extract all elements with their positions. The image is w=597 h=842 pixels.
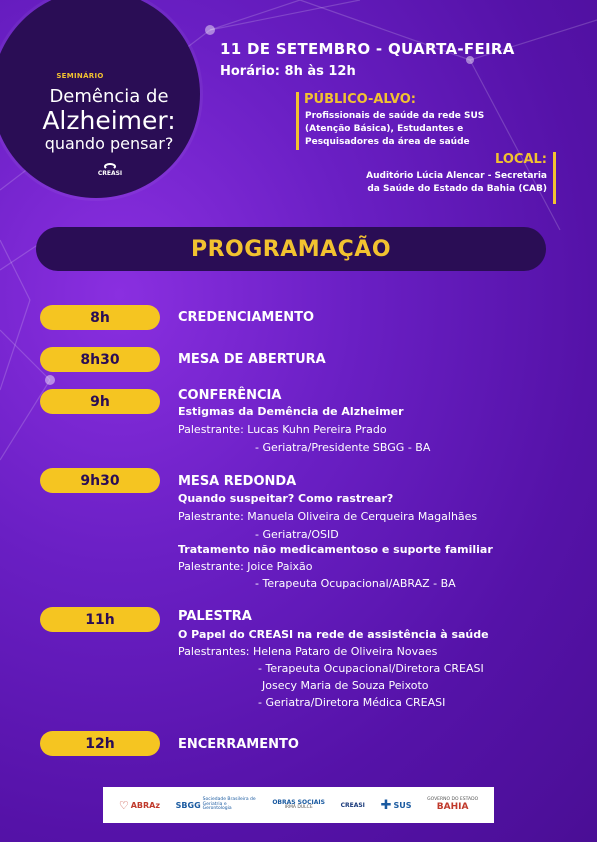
event-title [24,88,194,152]
audience-text [305,110,545,149]
slot-title: CREDENCIAMENTO [178,310,315,325]
audience-line: Pesquisadores da área de saúde [305,137,470,148]
time-pill: 11h [40,607,160,632]
speaker-line: Josecy Maria de Souza Peixoto [262,679,429,692]
speaker-role: - Geriatra/OSID [255,528,339,541]
creasi-footer-text: CREASI [340,801,365,809]
osid-subtitle: IRMÃ DULCE [284,805,313,811]
creasi-swirl-icon [104,163,116,170]
bahia-logo [427,798,478,813]
time-pill: 9h30 [40,468,160,493]
osid-logo-text: OBRAS SOCIAIS [272,799,325,807]
heart-icon: ♡ [118,798,129,812]
osid-logo [272,799,325,811]
speaker-line: Palestrante: Joice Paixão [178,560,313,573]
creasi-footer-logo [341,802,365,809]
speaker-role: - Terapeuta Ocupacional/ABRAZ - BA [255,577,456,590]
time-pill: 12h [40,731,160,756]
slot-title: MESA DE ABERTURA [178,352,326,367]
speaker-line: Palestrante: Manuela Oliveira de Cerqueira Magalhães [178,510,478,523]
bahia-logo-text: BAHIA [436,802,469,813]
audience-line: Profissionais de saúde da rede SUS [305,111,485,121]
event-hours: Horário: 8h às 12h [220,64,356,79]
audience-accent-bar [296,92,299,150]
speaker-role: - Terapeuta Ocupacional/Diretora CREASI [258,662,484,675]
time-pill: 8h30 [40,347,160,372]
event-date: 11 DE SETEMBRO - QUARTA-FEIRA [220,40,515,58]
bahia-top-text: GOVERNO DO ESTADO [427,796,479,802]
time-pill: 9h [40,389,160,414]
title-line-1: Demência de [49,86,169,107]
abraz-logo-text: ABRAz [130,800,160,810]
sbgg-logo [176,798,257,813]
talk-topic: Estigmas da Demência de Alzheimer [178,405,404,418]
time-pill: 8h [40,305,160,330]
audience-line: (Atenção Básica), Estudantes e [305,124,464,135]
title-line-2: Alzheimer: [42,106,176,135]
location-text [307,170,547,196]
seminar-label: SEMINÁRIO [56,72,104,80]
sponsor-logos-bar [103,787,494,823]
speaker-role: - Geriatra/Diretora Médica CREASI [258,696,446,709]
speaker-line: Palestrantes: Helena Pataro de Oliveira Novaes [178,645,438,658]
location-line: da Saúde do Estado da Bahia (CAB) [367,184,547,195]
slot-title: PALESTRA [178,609,252,624]
speaker-role: - Geriatra/Presidente SBGG - BA [255,441,431,454]
location-line: Auditório Lúcia Alencar - Secretaria [366,171,547,181]
talk-topic: Tratamento não medicamentoso e suporte familiar [178,543,493,556]
abraz-logo [119,799,160,812]
slot-title: CONFERÊNCIA [178,388,282,403]
creasi-logo-text: CREASI [97,170,123,177]
speaker-line: Palestrante: Lucas Kuhn Pereira Prado [178,423,387,436]
location-title: LOCAL: [495,152,547,167]
talk-topic: Quando suspeitar? Como rastrear? [178,492,394,505]
sus-cross-icon: ✚ [380,797,392,813]
location-accent-bar [553,152,556,204]
title-line-3: quando pensar? [44,134,174,153]
sus-logo [381,798,412,813]
slot-title: ENCERRAMENTO [178,737,299,752]
programacao-banner: PROGRAMAÇÃO [36,227,546,271]
sbgg-subtitle: Sociedade Brasileira de Geriatria e Gerontologia [202,796,256,812]
talk-topic: O Papel do CREASI na rede de assistência à saúde [178,628,489,641]
sus-logo-text: SUS [393,800,412,810]
audience-title: PÚBLICO-ALVO: [304,92,416,107]
slot-title: MESA REDONDA [178,474,297,489]
sbgg-logo-text: SBGG [175,800,201,810]
creasi-logo [92,163,128,178]
